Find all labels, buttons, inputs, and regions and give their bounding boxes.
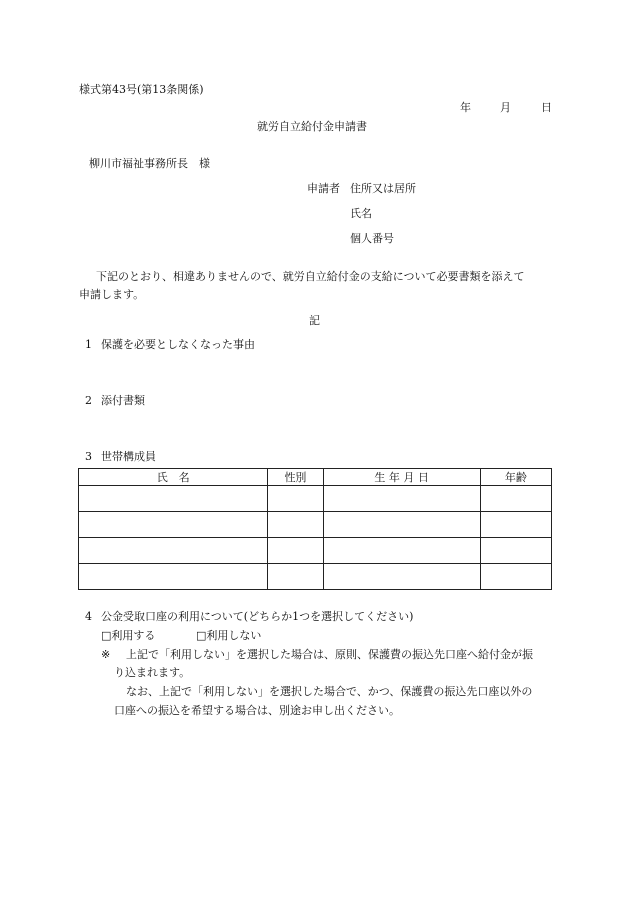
- table-row: [79, 564, 552, 590]
- option-not-use-checkbox[interactable]: □利用しない: [196, 629, 262, 642]
- column-header-name: 氏 名: [79, 469, 268, 486]
- applicant-label: 申請者: [307, 182, 340, 195]
- sex-cell[interactable]: [268, 486, 323, 512]
- item1-label: 保護を必要としなくなった事由: [101, 338, 255, 351]
- birthdate-cell[interactable]: [323, 564, 480, 590]
- name-cell[interactable]: [79, 538, 268, 564]
- item3-label: 世帯構成員: [101, 450, 156, 463]
- note-line-4: 口座への振込を希望する場合は、別途お申し出ください。: [114, 704, 400, 717]
- name-cell[interactable]: [79, 486, 268, 512]
- note-line-2: り込まれます。: [114, 666, 191, 679]
- column-header-age: 年齢: [480, 469, 551, 486]
- sex-cell[interactable]: [268, 512, 323, 538]
- age-cell[interactable]: [480, 538, 551, 564]
- table-row: [79, 486, 552, 512]
- date-day-label: 日: [541, 101, 552, 114]
- column-header-sex: 性別: [268, 469, 323, 486]
- ki-heading: 記: [309, 314, 320, 327]
- note-line-1: 上記で「利用しない」を選択した場合は、原則、保護費の振込先口座へ給付金が振: [126, 648, 533, 661]
- name-cell[interactable]: [79, 564, 268, 590]
- addressee: 柳川市福祉事務所長 様: [89, 157, 210, 170]
- item2-number: 2: [85, 394, 92, 407]
- item1-number: 1: [85, 338, 92, 351]
- item4-label: 公金受取口座の利用について(どちらか1つを選択してください): [101, 610, 414, 623]
- item2-label: 添付書類: [101, 394, 145, 407]
- birthdate-cell[interactable]: [323, 486, 480, 512]
- table-row: [79, 538, 552, 564]
- table-header-row: [79, 469, 552, 486]
- option-use-checkbox[interactable]: □利用する: [101, 629, 156, 642]
- note-mark: ※: [101, 648, 111, 661]
- age-cell[interactable]: [480, 564, 551, 590]
- sex-cell[interactable]: [268, 538, 323, 564]
- column-header-birthdate: 生 年 月 日: [323, 469, 480, 486]
- household-members-table: [78, 468, 552, 590]
- applicant-id-label: 個人番号: [350, 232, 394, 245]
- birthdate-cell[interactable]: [323, 512, 480, 538]
- table-row: [79, 512, 552, 538]
- applicant-name-label: 氏名: [350, 207, 372, 220]
- document-title: 就労自立給付金申請書: [257, 120, 367, 133]
- applicant-address-label: 住所又は居所: [350, 182, 416, 195]
- intro-line-1: 下記のとおり、相違ありませんので、就労自立給付金の支給について必要書類を添えて: [96, 270, 525, 283]
- name-cell[interactable]: [79, 512, 268, 538]
- date-month-label: 月: [500, 101, 511, 114]
- birthdate-cell[interactable]: [323, 538, 480, 564]
- age-cell[interactable]: [480, 512, 551, 538]
- date-year-label: 年: [460, 101, 471, 114]
- intro-line-2: 申請します。: [79, 288, 145, 301]
- age-cell[interactable]: [480, 486, 551, 512]
- sex-cell[interactable]: [268, 564, 323, 590]
- item4-number: 4: [85, 610, 92, 623]
- item3-number: 3: [85, 450, 92, 463]
- note-line-3: なお、上記で「利用しない」を選択した場合で、かつ、保護費の振込先口座以外の: [126, 685, 533, 698]
- form-number: 様式第43号(第13条関係): [79, 83, 204, 96]
